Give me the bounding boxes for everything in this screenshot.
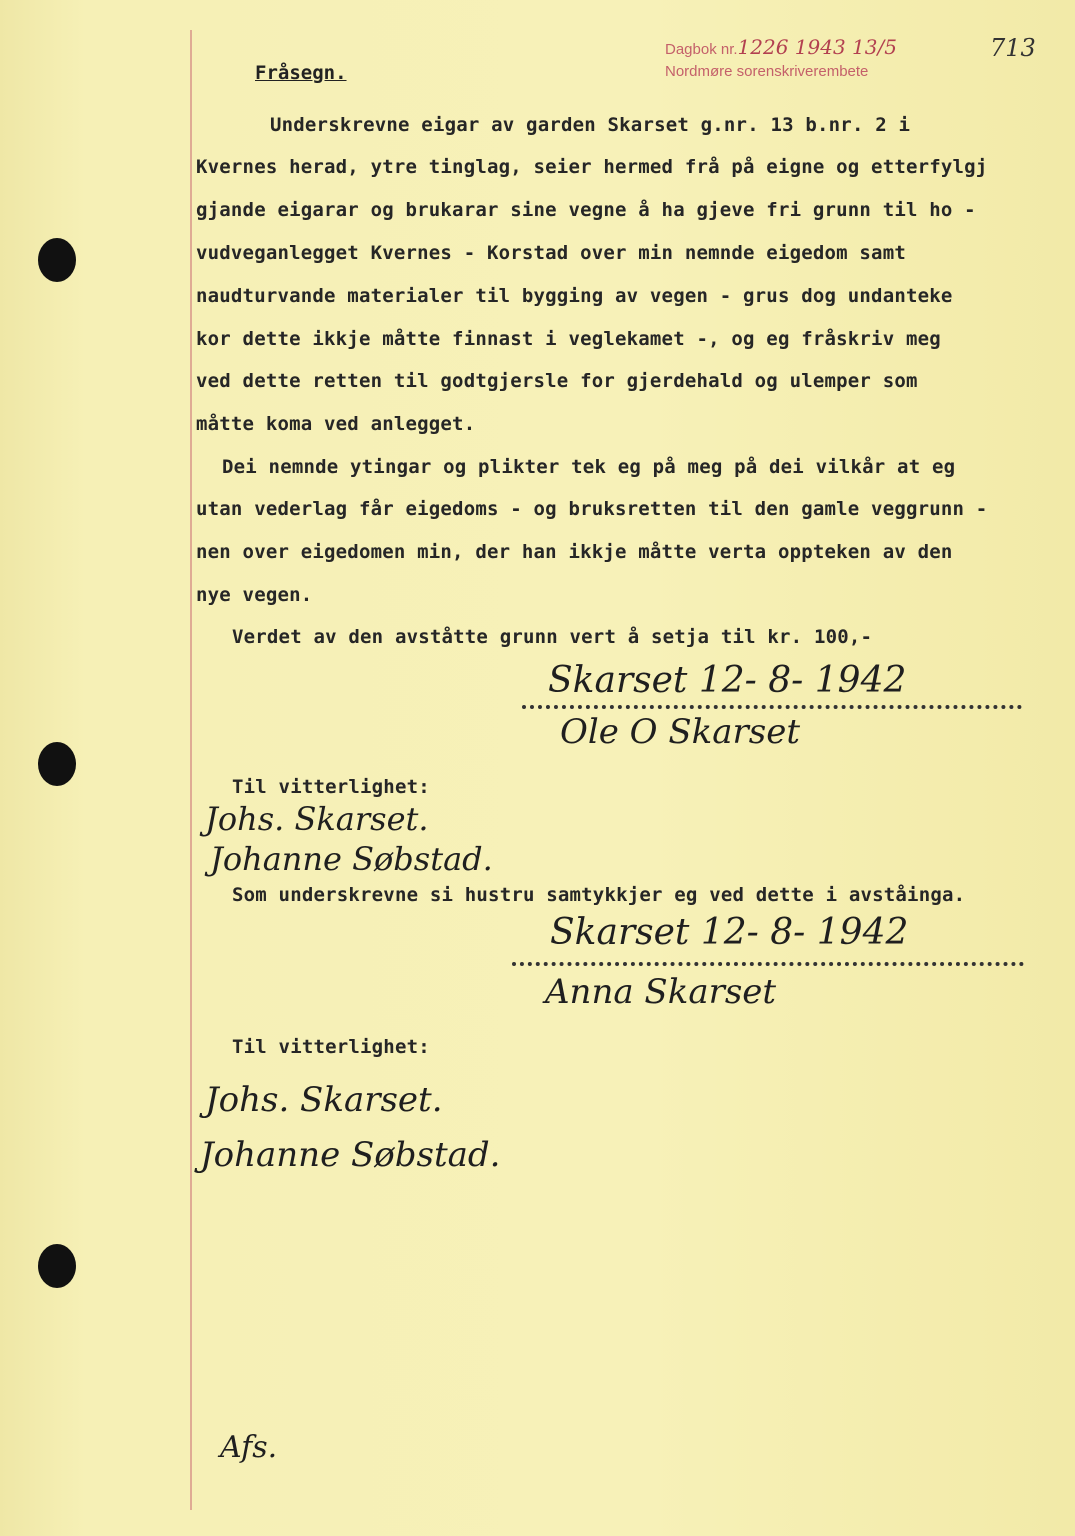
body-line: Dei nemnde ytingar og plikter tek eg på meg på dei vilkår at eg bbox=[222, 456, 956, 478]
body-line: Verdet av den avståtte grunn vert å setja til kr. 100,- bbox=[232, 626, 873, 648]
punch-hole-middle bbox=[38, 742, 76, 786]
document-title: Fråsegn. bbox=[255, 62, 347, 84]
registry-stamp bbox=[665, 36, 897, 83]
body-line: ved dette retten til godtgjersle for gjerdehald og ulemper som bbox=[196, 370, 918, 392]
signature-name-1: Ole O Skarset bbox=[560, 712, 801, 752]
consent-line: Som underskrevne si hustru samtykkjer eg ved dette i avståinga. bbox=[232, 884, 966, 906]
signature-place-date-1: Skarset 12- 8- 1942 bbox=[548, 660, 907, 701]
stamp-prefix: Dagbok nr. bbox=[665, 41, 738, 58]
signature-dotted-line-1 bbox=[522, 705, 1022, 709]
signature-place-date-2: Skarset 12- 8- 1942 bbox=[550, 912, 909, 953]
witness-signature: Johanne Søbstad. bbox=[210, 840, 493, 878]
signature-name-2: Anna Skarset bbox=[545, 972, 777, 1012]
punch-hole-bottom bbox=[38, 1244, 76, 1288]
punch-hole-top bbox=[38, 238, 76, 282]
body-line: Underskrevne eigar av garden Skarset g.nr. 13 b.nr. 2 i bbox=[270, 114, 911, 136]
stamp-office: Nordmøre sorenskriverembete bbox=[665, 63, 869, 80]
witness-signature: Johs. Skarset. bbox=[205, 1080, 443, 1120]
signature-dotted-line-2 bbox=[512, 962, 1024, 966]
witness-label: Til vitterlighet: bbox=[232, 1036, 430, 1058]
margin-line bbox=[190, 30, 192, 1510]
witness-signature: Johanne Søbstad. bbox=[200, 1135, 501, 1175]
body-line: vudveganlegget Kvernes - Korstad over min nemnde eigedom samt bbox=[196, 242, 906, 264]
body-line: gjande eigarar og brukarar sine vegne å ha gjeve fri grunn til ho - bbox=[196, 199, 976, 221]
clerk-initials: Afs. bbox=[220, 1430, 278, 1465]
body-line: nen over eigedomen min, der han ikkje måtte verta oppteken av den bbox=[196, 541, 953, 563]
stamp-entry-number: 1226 1943 13/5 bbox=[737, 35, 897, 59]
body-line: utan vederlag får eigedoms - og bruksretten til den gamle veggrunn - bbox=[196, 498, 988, 520]
body-line: naudturvande materialer til bygging av vegen - grus dog undanteke bbox=[196, 285, 953, 307]
witness-signature: Johs. Skarset. bbox=[205, 800, 429, 838]
body-line: Kvernes herad, ytre tinglag, seier hermed frå på eigne og etterfylgj bbox=[196, 156, 988, 178]
body-line: nye vegen. bbox=[196, 584, 313, 606]
body-line: kor dette ikkje måtte finnast i veglekamet -, og eg fråskriv meg bbox=[196, 328, 941, 350]
witness-label: Til vitterlighet: bbox=[232, 776, 430, 798]
body-line: måtte koma ved anlegget. bbox=[196, 413, 476, 435]
folio-number: 713 bbox=[990, 34, 1036, 62]
